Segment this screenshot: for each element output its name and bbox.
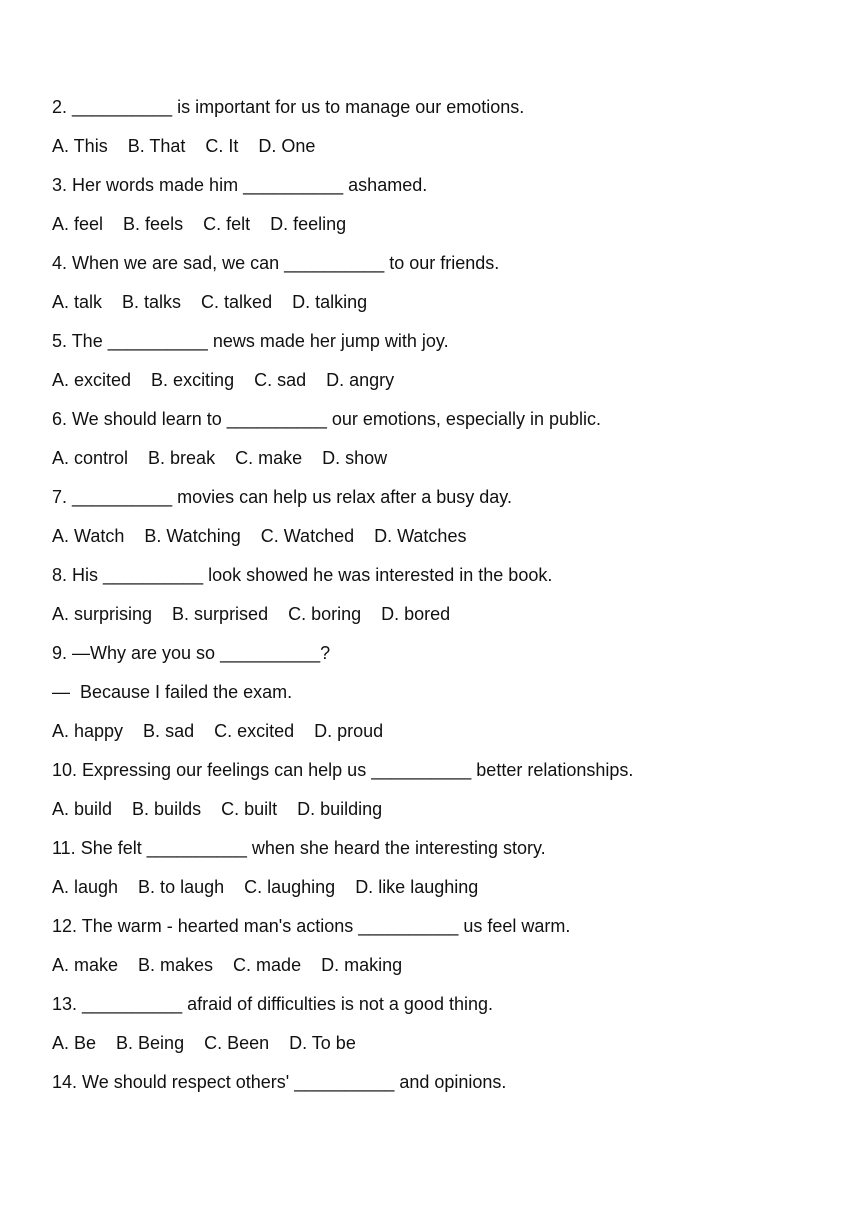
options-5: A. excited B. exciting C. sad D. angry (52, 370, 395, 390)
question-6: 6. We should learn to __________ our emotions, especially in public. (52, 409, 602, 429)
question-3: 3. Her words made him __________ ashamed. (52, 175, 428, 195)
options-2: A. This B. That C. It D. One (52, 136, 316, 156)
question-5: 5. The __________ news made her jump with joy. (52, 331, 449, 351)
options-13: A. Be B. Being C. Been D. To be (52, 1033, 356, 1053)
options-4: A. talk B. talks C. talked D. talking (52, 292, 368, 312)
question-14: 14. We should respect others' __________ and opinions. (52, 1072, 507, 1092)
question-10: 10. Expressing our feelings can help us __________ better relationships. (52, 760, 634, 780)
worksheet-page (52, 96, 832, 1110)
question-4: 4. When we are sad, we can __________ to our friends. (52, 253, 500, 273)
question-13: 13. __________ afraid of difficulties is not a good thing. (52, 994, 493, 1014)
options-8: A. surprising B. surprised C. boring D. bored (52, 604, 451, 624)
question-9: 9. —Why are you so __________? (52, 643, 331, 663)
question-7: 7. __________ movies can help us relax after a busy day. (52, 487, 512, 507)
options-6: A. control B. break C. make D. show (52, 448, 388, 468)
question-12: 12. The warm - hearted man's actions __________ us feel warm. (52, 916, 571, 936)
options-10: A. build B. builds C. built D. building (52, 799, 383, 819)
options-7: A. Watch B. Watching C. Watched D. Watches (52, 526, 467, 546)
options-11: A. laugh B. to laugh C. laughing D. like laughing (52, 877, 479, 897)
question-9-answer: — Because I failed the exam. (52, 682, 293, 702)
question-8: 8. His __________ look showed he was interested in the book. (52, 565, 553, 585)
options-12: A. make B. makes C. made D. making (52, 955, 403, 975)
options-9: A. happy B. sad C. excited D. proud (52, 721, 384, 741)
options-3: A. feel B. feels C. felt D. feeling (52, 214, 347, 234)
question-2: 2. __________ is important for us to manage our emotions. (52, 97, 525, 117)
question-11: 11. She felt __________ when she heard the interesting story. (52, 838, 546, 858)
